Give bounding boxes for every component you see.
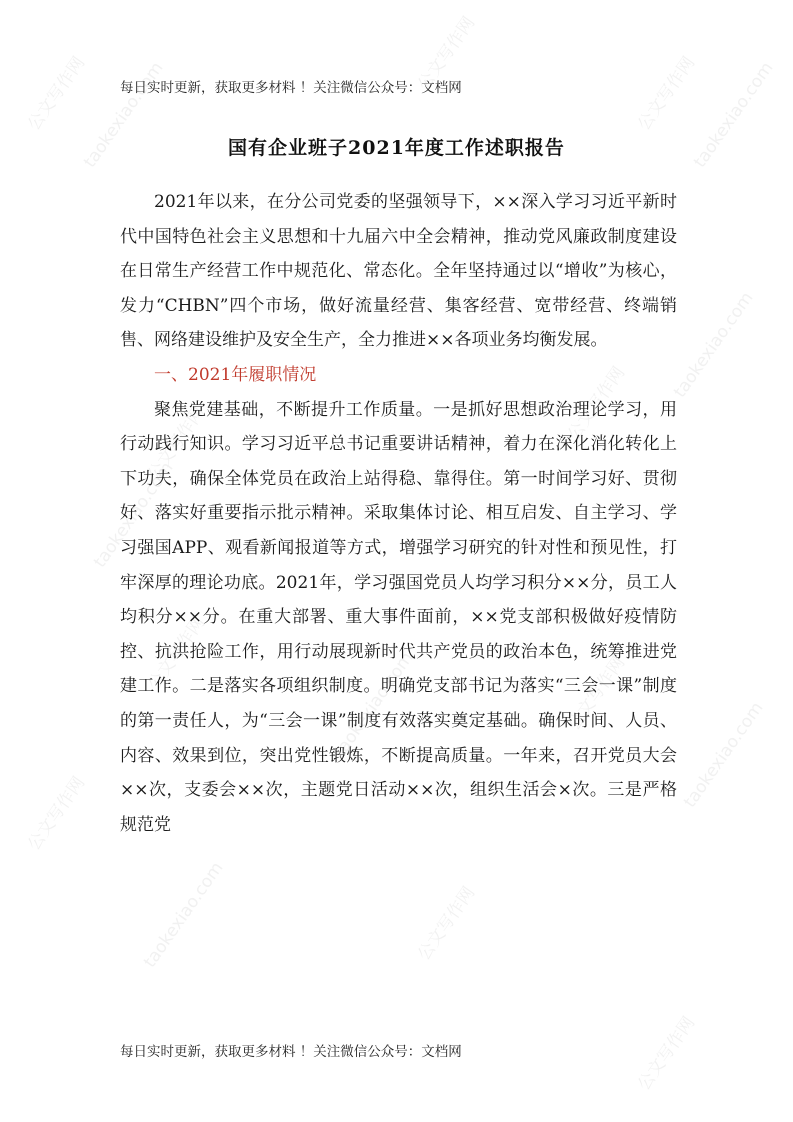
watermark: 公文写作网 [144, 613, 210, 695]
paragraph: 聚焦党建基础，不断提升工作质量。一是抓好思想政治理论学习，用行动践行知识。学习习近平总书记重要讲话精神，着力在深化消化转化上下功夫，确保全体党员在政治上站得稳、靠得住。第一时间学习好、贯彻好、落实好重要指示批示精神。采取集体讨论、相互启发、自主学习、学习强国APP、观看新闻报道等方式，增强学习研究的针对性和预见性，打牢深厚的理论功底。2021年，学习强国党员人均学习积分××分，员工人均积分××分。在重大部署、重大事件面前，××党支部积极做好疫情防控、抗洪抢险工作，用行动展现新时代共产党员的政治本色，统筹推进党建工作。二是落实各项组织制度。明确党支部书记为落实“三会一课”制度的第一责任人，为“三会一课”制度有效落实奠定基础。确保时间、人员、内容、效果到位，突出党性锻炼，不断提高质量。一年来，召开党员大会××次，支委会××次，主题党日活动××次，组织生活会×次。三是严格规范党 [120, 399, 677, 835]
watermark: 公文写作网 [144, 403, 210, 485]
header-note: 每日实时更新，获取更多材料 ！关注微信公众号：文档网 [120, 80, 462, 96]
watermark: 公文写作网 [414, 13, 480, 95]
watermark: taokexiao.com [80, 58, 168, 172]
watermark: taokexiao.com [90, 458, 178, 572]
watermark: taokexiao.com [140, 858, 228, 972]
watermark: 公文写作网 [24, 773, 90, 855]
document-body [120, 185, 677, 842]
watermark: 公文写作网 [414, 883, 480, 965]
watermark: 公文写作网 [564, 363, 630, 445]
watermark: taokexiao.com [690, 58, 778, 172]
watermark: taokexiao.com [680, 698, 768, 812]
section-heading: 一、2021年履职情况 [154, 364, 317, 385]
watermark: taokexiao.com [670, 288, 758, 402]
paragraph: 2021年以来，在分公司党委的坚强领导下，××深入学习习近平新时代中国特色社会主义思想和十九届六中全会精神，推动党风廉政制度建设在日常生产经营工作中规范化、常态化。全年坚持通过以“增收”为核心，发力“CHBN”四个市场，做好流量经营、集客经营、宽带经营、终端销售、网络建设维护及安全生产，全力推进××各项业务均衡发展。 [120, 192, 677, 351]
watermark: 公文写作网 [634, 1013, 700, 1095]
footer-note: 每日实时更新，获取更多材料 ！关注微信公众号：文档网 [120, 1044, 462, 1060]
page-title: 国有企业班子2021年度工作述职报告 [228, 137, 565, 159]
watermark: 公文写作网 [24, 53, 90, 135]
watermark: taokexiao.com [330, 648, 418, 762]
watermark: 公文写作网 [564, 653, 630, 735]
watermark: 公文写作网 [634, 53, 700, 135]
